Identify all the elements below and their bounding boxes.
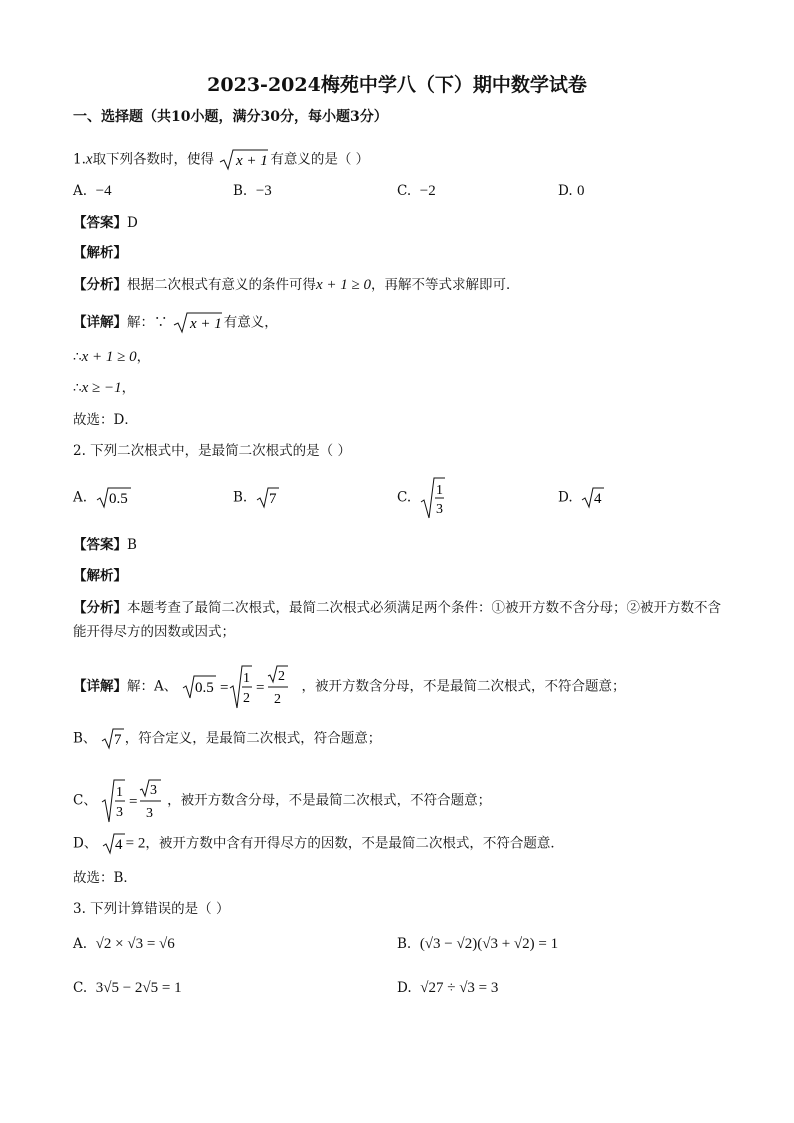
q2-xiangjie-c: C、 1 3 = 3 3 ，被开方数含分母，不是最简二次根式，不符合题意； — [73, 778, 734, 824]
svg-text:3: 3 — [146, 806, 154, 821]
svg-text:3: 3 — [116, 805, 124, 820]
question-1-stem — [73, 148, 734, 172]
q3-option-b: B. (√3 − √2)(√3 + √2) = 1 — [397, 936, 559, 952]
q1-option-b: B. −3 — [233, 183, 272, 199]
q2-jiexi: 【解析】 — [73, 568, 127, 584]
q2-xiangjie-b: B、 7 ，符合定义，是最简二次根式，符合题意； — [73, 727, 734, 751]
q1-jiexi: 【解析】 — [73, 245, 127, 261]
q1-var: x — [85, 151, 93, 168]
q2-fenxi: 【分析】本题考查了最简二次根式，最简二次根式必须满足两个条件：①被开方数不含分母；②被开方数不含能开得尽方的因数或因式； — [73, 600, 721, 640]
svg-text:7: 7 — [268, 491, 277, 507]
q3-option-a: A. √2 × √3 = √6 — [73, 936, 175, 952]
q1-step-2: ∴x ≥ −1， — [73, 380, 136, 396]
svg-text:1: 1 — [242, 671, 250, 686]
q1-number: 1. — [73, 151, 86, 168]
q2-option-b: B. 7 — [233, 486, 280, 510]
q2-option-a: A. 0.5 — [73, 486, 132, 510]
svg-text:0.5: 0.5 — [194, 680, 214, 696]
sqrt-one-third — [420, 476, 446, 520]
svg-text:7: 7 — [113, 732, 122, 748]
page-title: 2023-2024梅苑中学八（下）期中数学试卷 — [207, 74, 587, 96]
question-2-stem: 2. 下列二次根式中，是最简二次根式的是（ ） — [73, 443, 351, 459]
q2-option-c: C. 1 3 — [397, 476, 446, 520]
q1-stem-b: 有意义的是（ ） — [270, 151, 370, 168]
svg-text:=: = — [219, 680, 229, 696]
q2-xiangjie-a: 【详解】解：A、 0.5 = 1 2 = 2 2 ，被开方数含分母，不是最简二次根式，不符合题意； — [73, 664, 734, 710]
svg-text:3: 3 — [150, 783, 158, 798]
sqrt-4 — [581, 486, 605, 510]
svg-text:1: 1 — [435, 483, 443, 498]
svg-text:2: 2 — [242, 691, 250, 706]
q1-radicand: x + 1 — [236, 153, 269, 169]
sqrt-one-third-detail — [101, 778, 167, 824]
sqrt-x-plus-1-detail — [172, 311, 224, 335]
q3-option-d: D. √27 ÷ √3 = 3 — [397, 980, 499, 996]
sqrt-4-detail — [102, 832, 126, 856]
q1-answer: 【答案】D — [73, 215, 138, 231]
section-heading: 一、选择题（共10小题，满分30分，每小题3分） — [73, 109, 388, 125]
q2-option-d: D. 4 — [558, 486, 605, 510]
svg-text:2: 2 — [273, 692, 281, 707]
q3-option-c: C. 3√5 − 2√5 = 1 — [73, 980, 182, 996]
svg-text:=: = — [129, 794, 138, 810]
sqrt-7-detail — [101, 727, 125, 751]
svg-text:0.5: 0.5 — [108, 491, 128, 507]
q1-step-1: ∴x + 1 ≥ 0， — [73, 349, 151, 365]
svg-text:=: = — [255, 680, 265, 696]
sqrt-7 — [256, 486, 280, 510]
q1-xiangjie: 【详解】解：∵ x + 1 有意义， — [73, 311, 734, 335]
svg-text:2: 2 — [277, 669, 285, 684]
sqrt-0-5 — [96, 486, 132, 510]
q1-option-d: D. 0 — [558, 183, 585, 199]
sqrt-0-5-equals-sqrt2-over-2 — [182, 664, 302, 710]
svg-text:3: 3 — [435, 502, 443, 517]
question-3-stem: 3. 下列计算错误的是（ ） — [73, 901, 230, 917]
q1-option-c: C. −2 — [397, 183, 436, 199]
q1-stem-a: 取下列各数时，使得 — [92, 151, 215, 168]
svg-text:4: 4 — [114, 837, 123, 853]
q2-choose: 故选：B． — [73, 870, 137, 886]
q2-answer: 【答案】B — [73, 537, 137, 553]
svg-text:1: 1 — [116, 785, 124, 800]
svg-text:4: 4 — [594, 491, 602, 507]
svg-text:x + 1: x + 1 — [189, 316, 222, 332]
q1-option-a: A. −4 — [73, 183, 112, 199]
sqrt-x-plus-1 — [218, 148, 270, 172]
q2-xiangjie-d: D、 4 = 2，被开方数中含有开得尽方的因数，不是最简二次根式，不符合题意． — [73, 832, 734, 856]
q1-choose: 故选：D． — [73, 412, 138, 428]
q1-fenxi: 【分析】根据二次根式有意义的条件可得x + 1 ≥ 0，再解不等式求解即可． — [73, 277, 520, 293]
